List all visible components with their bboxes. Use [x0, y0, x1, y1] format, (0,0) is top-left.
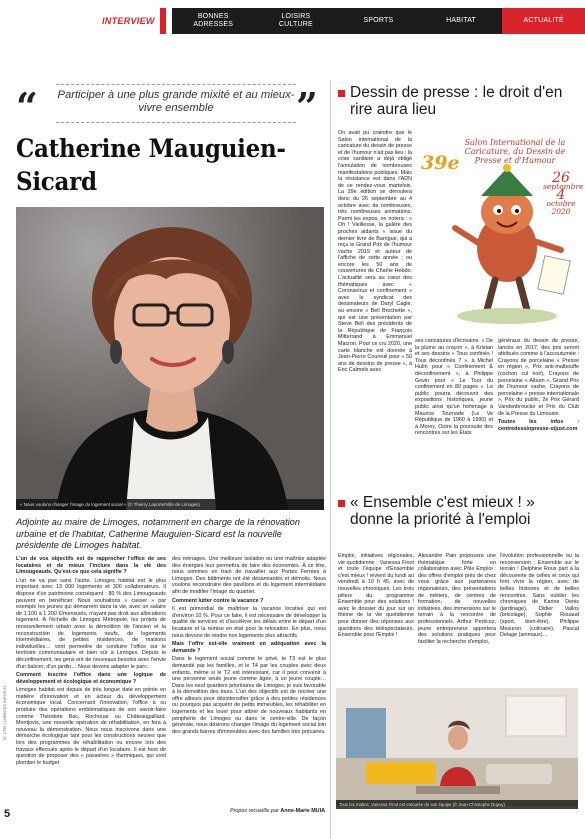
poster-edition: 39e [421, 152, 460, 174]
poster-month-end: octobre [546, 198, 576, 208]
section-marker [338, 500, 345, 507]
tv-set-illustration [336, 688, 578, 806]
page-number: 5 [4, 808, 11, 820]
open-quote-mark: “ [16, 84, 38, 129]
poster-year: 2020 [551, 207, 571, 216]
interview-answer: des ménages. Une meilleure isolation ou une maîtrise adaptée des énergies leur permettra de faire des économies. À ce titre, nous sommes en train de travailler aux Portes Ferrées à Limoges. Des bâtiments ont été désamiantés et démolis. Nous voulons reconstruire des pavillons et du logement intermédiaire afin de modifier l'image du quartier. [172, 556, 326, 595]
close-quote-mark: ” [296, 84, 318, 129]
nav-item-sports[interactable]: SPORTS [363, 17, 394, 24]
interview-answer: L'un ne va pas sans l'autre. Limoges habitat est le plus important avec 13 000 logements et 300 collaborateurs. Il dispose d'un patrimoine conséquent : 80 % des Limougeauds peuvent en bénéficier. Nous souhaitons « casser » par exemple les jeunes qui démarrent dans la vie, avec un salaire de 1 100 à 1 200 €/mensuels, n'ayant pas droit aux allocations logement. À l'échelle de Limoges Métropole, les projets de renouvellement urbain avec la démolition de l'ancien et la reconstruction de logements neufs, de logements intermédiaires, de petites résidences, de maisons individuelles… vont permettre de conduire l'office sur le territoire communautaire et bien sûr à Limoges. Depuis le déconfinement, les gens ont de nouveaux besoins avec l'envie d'un balcon, d'un jardin… Nous devons adapter le parc. [16, 577, 166, 670]
portrait-photo [16, 207, 324, 510]
interview-question: L'un de vos objectifs est de rapprocher l'office de ses locataires et de mieux l'inclure dans la vie des Limougeauds. Qu'est-ce que cela signifie ? [16, 556, 166, 576]
nav-item-actualité[interactable]: ACTUALITÉ [502, 8, 585, 34]
interview-question: Comment lutter contre la vacance ? [172, 597, 264, 604]
article1-column-2: ses caricatures d'écrivains. « De la plume au crayon », à Kristan et ses dessins « Tous confinés ! Tous déconfinés ? », à Michel Hutin pour « Confinement & déconfinement », à Philippe Govin pour « Le Tour du confinement en 80 pages ». Le public pourra découvrir des expositions historiques, jeune public ainsi qu'un hommage à Maurice Tournade (Le Ve République de 1960 à 1990) et à Morey. Outre la poursuite des rencontres sur les États [415, 338, 493, 437]
article-title-ensemble: « Ensemble c'est mieux ! » donne la priorité à l'emploi [350, 494, 535, 528]
divider [56, 122, 296, 123]
interview-answer: Dans le logement social comme le privé, le T3 est le plus demandé par les familles, et le T4 par les couples avec deux enfants, même si le T2 est intéressant, car il peut convenir à une personne seule jeune comme âgée, à un jeune couple… Dans les neuf quartiers prioritaires de Limoges, je suis favorable à la démolition des tours. L'un des objectifs est de recréer une offre ailleurs pour désintensifier grâce à des petites résidences ou pourquoi pas acquérir de petits immeubles, les réhabiliter en logements et les louer pour attirer de nouveaux habitants en périphérie de Limoges ou dans le centre-ville. De façon générale, nous désirons changer l'image du logement social loin des grands barres d'immeubles avec des familles très précaires. [172, 656, 326, 735]
interview-question: Mais l'offre est-elle vraiment en adéquation avec la demande ? [172, 641, 326, 654]
article-title-dessin: Dessin de presse : le droit d'en rire aura lieu [350, 84, 563, 118]
tv-set-photo [336, 688, 578, 806]
top-header [0, 8, 585, 34]
article1-info-link[interactable]: Toutes les infos : centredessinpresse-stjust.com [498, 419, 579, 432]
poster-title: Salon International de la Caricature, du Dessin de Presse et d'Humour [464, 138, 566, 165]
interview-answer: Limoges habitat est depuis de très longue date en pointe en matière d'innovation et en acteur du développement économique local. Concernant l'innovation, l'office a su produire des opérations emblématiques de son savoir-faire comme Théodore Bac, Rochouar ou Châteaugaillard. Montjovis, une nouvelle opération de réhabilitation, en fera à nouveau la démonstration. Nous nous inscrivons dans une démarche écologique tant pour les constructions neuves que lors des programmes de réhabilitation ou encore lors des travaux effectués après le départ d'un locataire. Il est hors de question de proposer des « passoires » thermiques, qui vont plomber le budget [16, 687, 166, 766]
nav-item-habitat[interactable]: HABITAT [446, 17, 477, 24]
article2-column-2: Alexandre Pain proposera une thématique forte en collaboration avec Pôle Emploi : des offres d'emploi près de chez vous grâce aux partenaires régionaleurs, des présentations de métiers, de centres de formation, de nouvelles initiatives, des immersions sur le terrain à la rencontre de professionnels. Arthur Perticoz, jeune entrepreneur apportera des solutions pratiques pour faciliter la recherche d'emploi, [418, 553, 496, 645]
section-marker [338, 90, 345, 97]
poster-dates [543, 170, 584, 217]
interview-column-2 [172, 556, 326, 737]
section-label: INTERVIEW [102, 16, 155, 26]
interview-answer: Il est primordial de maîtriser la vacance locative qui est d'environ 10 %. Pour ce faire, il est nécessaire de développer la qualité de services et d'accélérer les délais entre le départ d'un locataire et la remise en état pour la relocation. En plus, nous nous devons de rendre nos logements plus attractifs. [172, 606, 326, 639]
divider [56, 84, 296, 85]
nav-item-loisirs-culture[interactable]: LOISIRS CULTURE [278, 13, 313, 28]
poster-date-start: 26 [552, 170, 570, 186]
nav-bar [172, 8, 585, 34]
article2-column-1: Emploi, initiatives régionales, vie quotidienne : Vanessa Finot et toute l'équipe d'Ensemble c'est mieux ! revient du lundi au vendredi à 10 h 45, avec de nouvelles chroniques. Les trois piliers du programme Ensemble pour des solutions ! avec le dossier du jour sur un thème de la vie quotidienne pour donner des réponses aux questions des téléspectateurs. Ensemble pour l'Emploi ! [338, 553, 414, 639]
accent-bar [160, 8, 166, 34]
poster-month-start: septembre [543, 181, 584, 191]
interview-question: Comment inscrire l'office dans une logique de développement et écologique et économique ? [16, 672, 166, 685]
pull-quote: Participer à une plus grande mixité et au mieux-vivre ensemble [57, 89, 295, 114]
poster-date-end: 4 [556, 187, 566, 203]
photo-caption: « Nous voulons changer l'image du logement social » (© Thierry Laporte/Ville de Limoges) [16, 499, 324, 510]
article1-column-3 [498, 338, 579, 434]
nav-item-bonnes-adresses[interactable]: BONNES ADRESSES [193, 13, 234, 28]
article2-column-3: l'évolution professionnelle ou la reconversion ; Ensemble sur le terrain ! Delphine Roux part à la découverte de celles et ceux qui font vivre la région, avec de belles histoires et de belles rencontres. Sans oublier les chroniques de Karine Denis (jardinage), Didier Vallos (bricolage), Sophie Rouaud (sport, bien-être), Philippe Mesuron (culinaire), Pascal Delage (animaux)… [500, 553, 579, 639]
byline [230, 808, 325, 814]
lede: Adjointe au maire de Limoges, notamment en charge de la rénovation urbaine et de l'habitat, Catherine Mauguien-Sicard est la nouvelle présidente de Limoges habitat. [16, 517, 300, 550]
byline-author: Anne-Marie MUIA [280, 808, 325, 814]
byline-prefix: Propos recueillis par [230, 808, 279, 814]
festival-poster [415, 130, 584, 336]
article1-column-1: On avait pu craindre que le Salon international de la caricature du dessin de presse et de l'humour n'ait pas lieu : la crise sanitaire a déjà obligé l'annulation de nombreuses manifestations publiques. Mais la résistance est dans l'ADN de ce rendez-vous marteloix. La 39e édition se déroulera donc du 26 septembre au 4 octobre avec de nombreuses, très nombreuses animations. Parmi les expos, on notera : « Oh ! Vieillesse, la galère des proches aidants » issue du dernier livre de Barrigue, qui a reçu le Grand Prix de l'humour vache 2019 et auteur de l'affiche de cette année ; ou encore les 50 ans de couvertures de Charlie Hebdo. L'actualité sera au cœur des thématiques avec « Coronavirus et confinement » avec le syndicat des dessinateurs de Daryl Cagle, ou encore « Bell Brochette », qui est une présentation par Steve Bell des présidents de la République de François Mitterrand à Emmanuel Macron. Pour ce cru 2020, une carte blanche est donnée à Jean-Pierre Coureuil pour « 50 ans de dessins de presse », à Eric Calmels avec [338, 130, 413, 374]
article1-column-3-text: généraux du dessin de presse, lancés en 2017, des prix seront attribués comme à l'accoutumée : Crayons de porcelaine « Presse en région », Prix anti-malbouffe (cochon cul noir), Crayons de porcelaine « Album », Grand Prix de l'humour vache, Crayons de porcelaine « presse internationale », Prix du public, 2e Prix Gérard Vandenbroucke et Prix du Club de la Presse du Limousin. [498, 338, 579, 417]
publication-tag: N° 1756 | LIMOGES INFOS 87 [2, 685, 7, 740]
tv-photo-caption: Tous les matins, Vanessa Finot est entourée de son équipe (© Jean-Christophe Dupuy) [336, 800, 578, 809]
interview-column-1 [16, 556, 166, 768]
column-divider [330, 80, 331, 839]
interviewee-name: Catherine Mauguien-Sicard [16, 134, 286, 196]
portrait-illustration [16, 207, 324, 510]
